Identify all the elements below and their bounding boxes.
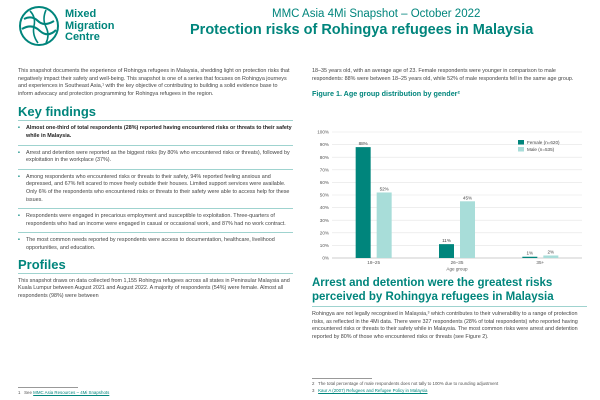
figure-1-title: Figure 1. Age group distribution by gender² xyxy=(312,89,460,99)
y-tick-label: 20% xyxy=(319,230,329,236)
age-paragraph: 18–35 years old, with an average age of 23. Female respondents were younger in comparison to male respondents: 88% were between 18–25 years old, while 52% of male respondents fell in the same age group. xyxy=(312,68,574,82)
legend-swatch xyxy=(518,147,524,152)
divider xyxy=(18,120,293,121)
left-column xyxy=(18,68,293,300)
right-column xyxy=(312,68,587,98)
logo-line-1: Mixed xyxy=(65,8,97,20)
y-tick-label: 60% xyxy=(319,180,329,185)
footnote-link[interactable]: Kaur A (2007) Refugees and Refugee Policy in Malaysia xyxy=(318,388,428,393)
finding-text: Almost one-third of total respondents (28%) reported having encountered risks or threats to their safety while in Malaysia. xyxy=(26,125,292,139)
y-tick-label: 50% xyxy=(319,192,329,198)
profiles-paragraph: This snapshot draws on data collected from 1,155 Rohingya refugees across all states in Peninsular Malaysia and Kuala Lumpur between August 2021 and August 2022. A majority of respondents (54%) were female. Almost all respondents (98%) were between xyxy=(18,277,290,299)
y-tick-label: 80% xyxy=(319,154,329,160)
x-axis-label: Age group xyxy=(446,266,468,272)
legend-label: Male (n=535) xyxy=(527,147,555,152)
finding-text: Arrest and detention were reported as the biggest risks (by 80% who encountered risks or threats), followed by exploitation in the workplace (37%). xyxy=(26,149,290,164)
divider xyxy=(18,169,293,170)
footnote-1 xyxy=(18,390,109,396)
bullet-icon: • xyxy=(18,173,20,180)
footnote-3 xyxy=(312,388,427,394)
footnote-rule-right xyxy=(312,378,372,379)
arrest-section xyxy=(312,276,587,341)
y-tick-label: 40% xyxy=(319,205,329,211)
logo-line-2: Migration xyxy=(65,19,115,32)
bullet-icon: • xyxy=(18,237,20,244)
logo-line-3: Centre xyxy=(65,31,100,43)
finding-text: Among respondents who encountered risks or threats to their safety, 94% reported feeling anxious and depressed, and 67% felt scared to move freely outside their houses. Limited support services were available. Only 6% of the respondents who encountered risks or threats to their safety were able to access help for these issues. xyxy=(26,173,290,203)
divider xyxy=(18,145,293,146)
finding-item xyxy=(18,237,293,252)
document-title: Protection risks of Rohingya refugees in Malaysia xyxy=(190,22,534,38)
globe-logo-icon xyxy=(18,5,60,47)
chart-svg xyxy=(312,124,587,272)
divider xyxy=(312,306,587,307)
key-findings-heading: Key findings xyxy=(18,104,97,120)
finding-item xyxy=(18,150,293,165)
footnote-number: 3 xyxy=(312,388,315,393)
bar xyxy=(522,257,537,258)
intro-paragraph: This snapshot documents the experience of Rohingya refugees in Malaysia, shedding light on protection risks that negatively impact their safety and well-being. This snapshot is one of a series that focuses on Rohingya journeys and experiences in Southeast Asia,¹ with the key objective of contributing to building a solid evidence base to inform advocacy and protection programming for Rohingya refugees in the region. xyxy=(18,68,290,97)
bullet-icon: • xyxy=(18,125,20,132)
x-tick-label: 35+ xyxy=(536,260,545,265)
footnote-number: 1 xyxy=(18,390,21,395)
divider xyxy=(18,273,293,274)
divider xyxy=(18,208,293,209)
profiles-heading: Profiles xyxy=(18,256,66,272)
footnote-rule-left xyxy=(18,387,78,388)
mmc-logo xyxy=(18,5,158,47)
y-tick-label: 90% xyxy=(319,142,329,148)
footnote-2 xyxy=(312,381,498,387)
bar xyxy=(356,147,371,258)
bar xyxy=(439,244,454,258)
finding-text: Respondents were engaged in precarious employment and susceptible to exploitation. Three-quarters of respondents who had an income were engaged in casual or occasional work, and 87% had no work contract. xyxy=(26,213,286,227)
y-tick-label: 70% xyxy=(319,167,329,173)
x-tick-label: 18–25 xyxy=(367,260,381,265)
key-findings-list xyxy=(18,125,293,252)
y-tick-label: 0% xyxy=(322,255,329,261)
data-label: 45% xyxy=(462,195,473,201)
bullet-icon: • xyxy=(18,149,20,156)
finding-item xyxy=(18,174,293,204)
data-label: 52% xyxy=(379,186,389,192)
arrest-paragraph: Rohingya are not legally recognised in Malaysia,³ which contributes to their vulnerability to a range of protection risks, as reflected in the 4Mi data. There were 327 respondents (28% of total respondents) who reported having encountered risks or threats to their safety while in Malaysia. The most common risks were arrest and detention reported by 80% of those who encountered risks or threats (see Figure 2). xyxy=(312,311,578,340)
footnote-number: 2 xyxy=(312,381,315,386)
data-label: 2% xyxy=(547,249,555,255)
footnote-text: The total percentage of male respondents does not tally to 100% due to rounding adjustment xyxy=(318,381,499,386)
age-group-chart xyxy=(312,124,587,272)
bar xyxy=(377,192,392,258)
x-tick-label: 26–35 xyxy=(450,260,464,265)
divider xyxy=(18,232,293,233)
data-label: 1% xyxy=(526,250,534,256)
finding-text: The most common needs reported by respondents were access to documentation, healthcare, livelihood opportunities, and education. xyxy=(26,237,275,251)
bar xyxy=(460,201,475,258)
bullet-icon: • xyxy=(18,213,20,220)
finding-item xyxy=(18,125,293,140)
arrest-heading: Arrest and detention were the greatest risks perceived by Rohingya refugees in Malaysia xyxy=(312,277,554,303)
legend-swatch xyxy=(518,140,524,145)
legend-label: Female (n=620) xyxy=(527,140,560,145)
y-tick-label: 10% xyxy=(319,243,329,248)
document-kicker: MMC Asia 4Mi Snapshot – October 2022 xyxy=(272,8,481,20)
logo-wordmark xyxy=(65,9,115,44)
data-label: 88% xyxy=(358,141,368,147)
finding-item xyxy=(18,213,293,228)
y-tick-label: 100% xyxy=(317,129,329,135)
bar xyxy=(543,255,558,258)
page-header xyxy=(0,0,600,68)
data-label: 11% xyxy=(442,238,451,244)
footnote-link[interactable]: MMC Asia Resources – 4Mi Snapshots xyxy=(33,390,110,395)
footnote-prefix: See xyxy=(24,390,32,395)
y-tick-label: 30% xyxy=(319,217,329,223)
